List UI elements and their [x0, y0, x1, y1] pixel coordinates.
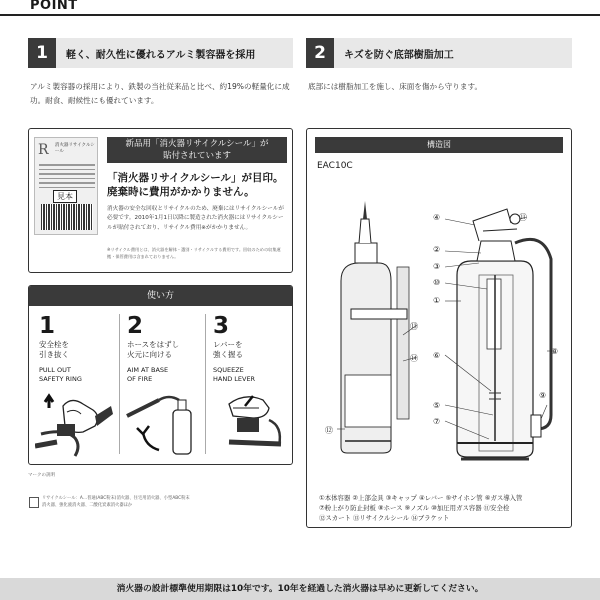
mark-symbol-icon [29, 497, 39, 508]
feature-1-number: 1 [28, 38, 56, 68]
recycle-sticker-panel [28, 128, 293, 273]
step-jp: レバーを 強く握る [213, 340, 243, 359]
step-number: 1 [39, 313, 56, 339]
structure-title: 構造図 [315, 137, 563, 153]
usage-panel [28, 285, 293, 465]
step-en: AIM AT BASE OF FIRE [127, 366, 169, 383]
sticker-title: 消火器リサイクルシール [55, 143, 95, 154]
callout-13: ⑬ [410, 322, 418, 331]
step-divider [205, 314, 206, 454]
usage-step-3 [213, 314, 293, 384]
extinguisher-structure-diagram [311, 179, 569, 489]
recycle-body: 消火器の安全な回収とリサイクルのため、廃棄にはリサイクルシールが必要です。2010年1月1日以降に製造された消火器にはリサイクルシールが貼付されており、リサイクル費用※がかかりません。 [107, 206, 284, 231]
feature-1-description: アルミ製容器の採用により、鉄製の当社従来品と比べ、約19%の軽量化に成功。耐食、耐候性にも優れています。 [30, 82, 290, 105]
feature-2-description: 底部には樹脂加工を施し、床面を傷から守ります。 [308, 82, 483, 91]
banner-line-1: 新品用「消火器リサイクルシール」が [125, 139, 269, 149]
recycle-logo-icon: R [38, 142, 49, 158]
callout-2: ② [433, 245, 441, 254]
usage-step-2 [127, 314, 207, 384]
recycle-banner [107, 137, 287, 163]
step-number: 3 [213, 313, 230, 339]
banner-line-2: 貼付されています [162, 151, 231, 161]
pull-pin-illustration [35, 386, 115, 461]
mark-legend-text: リサイクルシール：A…普通(ABC粉末)消火器、住宅用消火器、小型ABC粉末消火器、強化液消火器、二酸化炭素消火器ほか [42, 496, 190, 508]
callout-3: ③ [433, 262, 441, 271]
headline-line-1: 「消火器リサイクルシール」が目印。 [107, 172, 284, 184]
mark-legend-title: マークの説明 [28, 473, 55, 478]
expiry-notice: 消火器の設計標準使用期限は10年です。10年を経過した消火器は早めに更新してください。 [0, 578, 600, 600]
parts-line-1: ①本体容器 ②上部金具 ③キャップ ④レバー ⑤サイホン管 ⑥ガス導入管 [319, 494, 523, 502]
structure-panel [306, 128, 572, 528]
step-en: PULL OUT SAFETY RING [39, 366, 82, 383]
parts-list [319, 493, 569, 523]
header-rule [0, 14, 600, 16]
recycle-sticker-image [34, 137, 98, 235]
callout-1: ① [433, 296, 441, 305]
feature-1-title: 軽く、耐久性に優れるアルミ製容器を採用 [66, 49, 256, 61]
step-en: SQUEEZE HAND LEVER [213, 366, 256, 383]
parts-line-3: ⑫スカート ⑬リサイクルシール ⑭ブラケット [319, 514, 450, 522]
callout-14: ⑭ [410, 354, 418, 363]
callout-10: ⑩ [433, 278, 441, 287]
callout-7: ⑦ [433, 417, 441, 426]
headline-line-2: 廃棄時に費用がかかりません。 [107, 186, 255, 198]
model-number: EAC10C [317, 161, 353, 171]
step-jp: ホースをはずし 火元に向ける [127, 340, 180, 359]
sticker-sample-label: 見本 [53, 190, 77, 203]
feature-2-header [306, 38, 572, 68]
callout-9: ⑨ [539, 391, 547, 400]
step-number: 2 [127, 313, 144, 339]
step-jp: 安全栓を 引き抜く [39, 340, 69, 359]
feature-2-number: 2 [306, 38, 334, 68]
usage-title: 使い方 [29, 286, 292, 306]
feature-1-header [28, 38, 293, 68]
squeeze-lever-illustration [209, 386, 291, 461]
step-divider [119, 314, 120, 454]
parts-line-2: ⑦粉上がり防止封板 ⑧ホース ⑨ノズル ⑩加圧用ガス容器 ⑪安全栓 [319, 504, 510, 512]
usage-step-1 [39, 314, 119, 384]
callout-5: ⑤ [433, 401, 441, 410]
callout-12: ⑫ [325, 426, 333, 435]
feature-2-title: キズを防ぐ底部樹脂加工 [344, 49, 454, 61]
aim-hose-illustration [123, 386, 203, 461]
barcode-icon [41, 204, 93, 230]
sticker-lines [39, 164, 95, 191]
callout-6: ⑥ [433, 351, 441, 360]
callout-4: ④ [433, 213, 441, 222]
callout-11: ⑪ [519, 213, 527, 222]
callout-8: ⑧ [551, 347, 559, 356]
page-title: POINT [30, 0, 78, 13]
recycle-footnote: ※リサイクル費用とは、消火器を解体・選別・リサイクルする費用です。回収のための収集運搬・保管費用は含まれておりません。 [107, 247, 281, 259]
recycle-headline [107, 171, 284, 199]
